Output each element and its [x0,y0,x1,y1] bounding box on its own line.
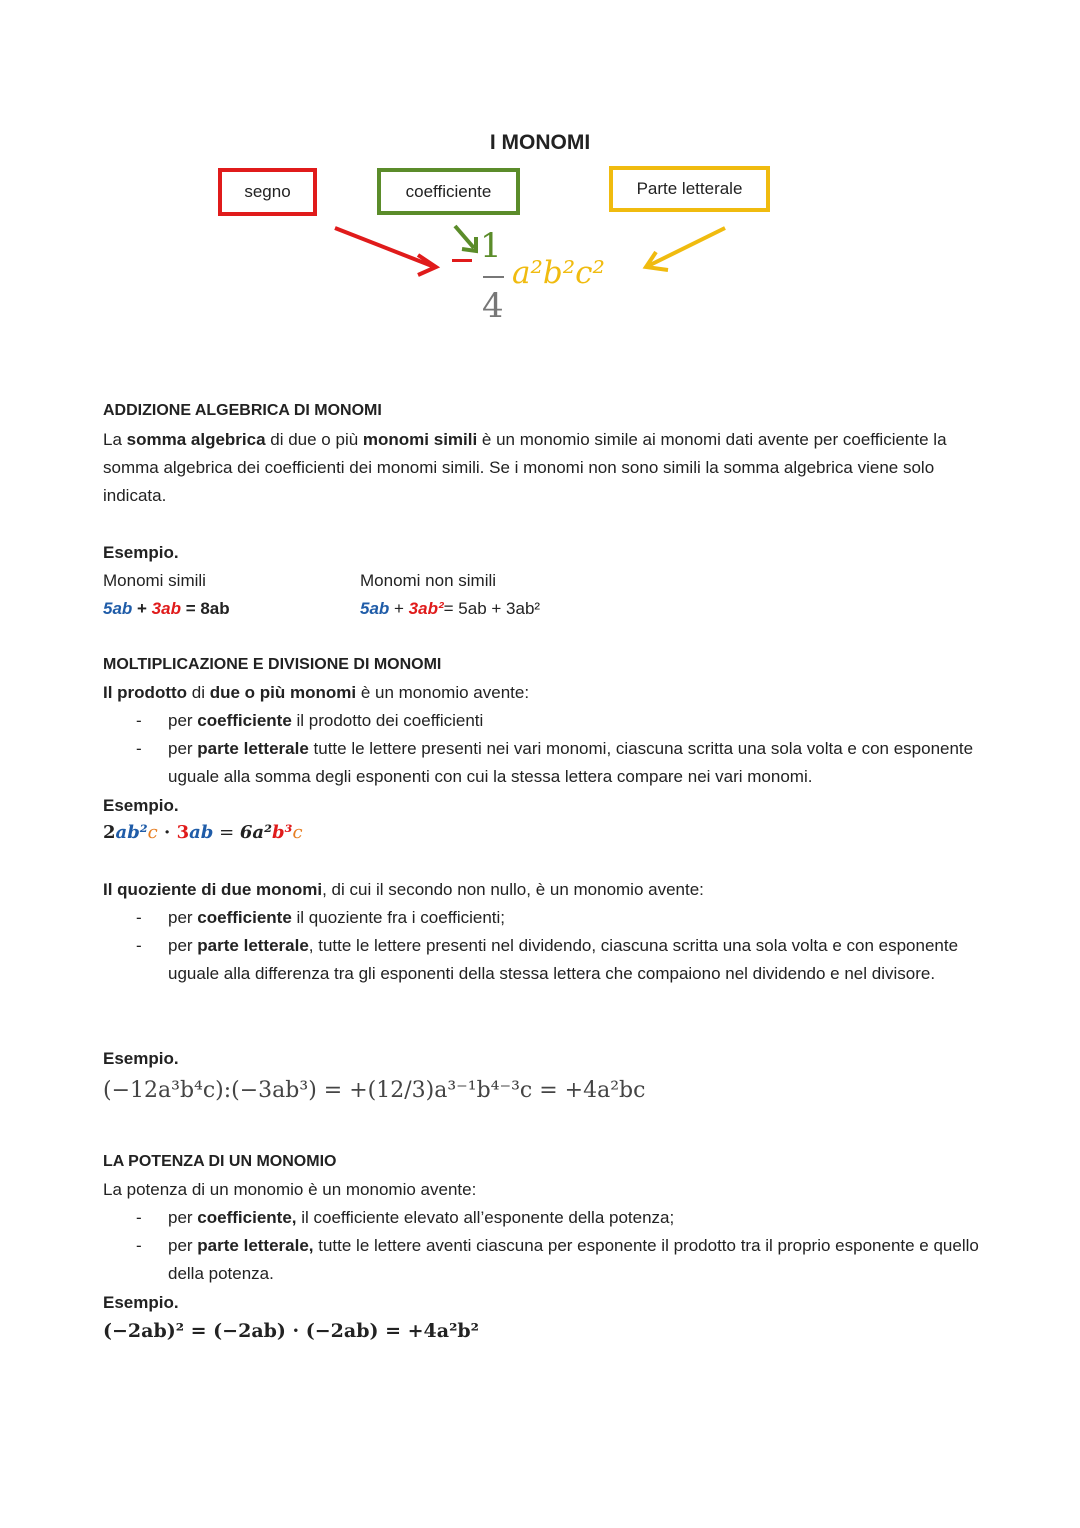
literal-label-box: Parte letterale [609,166,770,212]
literal-part: a²b²c² [512,255,605,291]
addition-heading: ADDIZIONE ALGEBRICA DI MONOMI [103,402,382,419]
bullet-dash: - [136,711,142,730]
non-similar-equation: 5ab + 3ab²= 5ab + 3ab² [360,599,541,618]
fraction-numerator: 1 [480,226,502,266]
power-bullet-2: per parte letterale, tutte le lettere aventi ciascuna per esponente il prodotto tra il proprio esponente e quello della potenza. [168,1236,979,1283]
bullet-dash: - [136,739,142,758]
power-bullet-1: per coefficiente, il coefficiente elevato all’esponente della potenza; [168,1208,675,1227]
multiplication-bullet-2: per parte letterale tutte le lettere presenti nei vari monomi, ciascuna scritta una sola volta e con esponente uguale alla somma degli esponenti con cui la stessa lettera compare nei vari monomi. [168,739,974,786]
division-example-label: Esempio. [103,1049,179,1068]
fraction-bar [483,276,504,278]
multiplication-example-equation: 2ab²c · 3ab = 6a²b³c [103,822,303,843]
division-example-equation: (−12a³b⁴c):(−3ab³) = +(12/3)a³⁻¹b⁴⁻³c = +4a²bc [103,1078,646,1103]
similar-label: Monomi simili [103,571,206,590]
addition-paragraph: La somma algebrica di due o più monomi simili è un monomio simile ai monomi dati avente per coefficiente la somma algebrica dei coefficienti dei monomi simili. Se i monomi non sono simili la somma algebrica viene solo indicata. [103,430,947,505]
multiplication-heading: MOLTIPLICAZIONE E DIVISIONE DI MONOMI [103,656,442,673]
bullet-dash: - [136,1236,142,1255]
sign-label-box: segno [218,168,317,216]
coefficient-label-box: coefficiente [377,168,520,215]
multiplication-bullet-1: per coefficiente il prodotto dei coefficienti [168,711,484,730]
power-intro: La potenza di un monomio è un monomio avente: [103,1180,477,1199]
power-heading: LA POTENZA DI UN MONOMIO [103,1153,337,1170]
non-similar-label: Monomi non simili [360,571,497,590]
multiplication-example-label: Esempio. [103,796,179,815]
bullet-dash: - [136,1208,142,1227]
division-intro: Il quoziente di due monomi, di cui il secondo non nullo, è un monomio avente: [103,880,704,899]
division-bullet-1: per coefficiente il quoziente fra i coefficienti; [168,908,506,927]
bullet-dash: - [136,936,142,955]
fraction-denominator: 4 [482,286,504,326]
page-title: I MONOMI [489,131,591,154]
division-bullet-2: per parte letterale, tutte le lettere presenti nel dividendo, ciascuna scritta una sola volta e con esponente uguale alla differenza tra gli esponenti della stessa lettera che compaiono nel dividendo e nel divisore. [168,936,959,983]
bullet-dash: - [136,908,142,927]
sign-minus [452,259,472,262]
multiplication-intro: Il prodotto di due o più monomi è un monomio avente: [103,683,530,702]
power-example-label: Esempio. [103,1293,179,1312]
similar-equation: 5ab + 3ab = 8ab [103,599,230,618]
power-example-equation: (−2ab)² = (−2ab) · (−2ab) = +4a²b² [103,1320,479,1342]
addition-example-label: Esempio. [103,543,179,562]
